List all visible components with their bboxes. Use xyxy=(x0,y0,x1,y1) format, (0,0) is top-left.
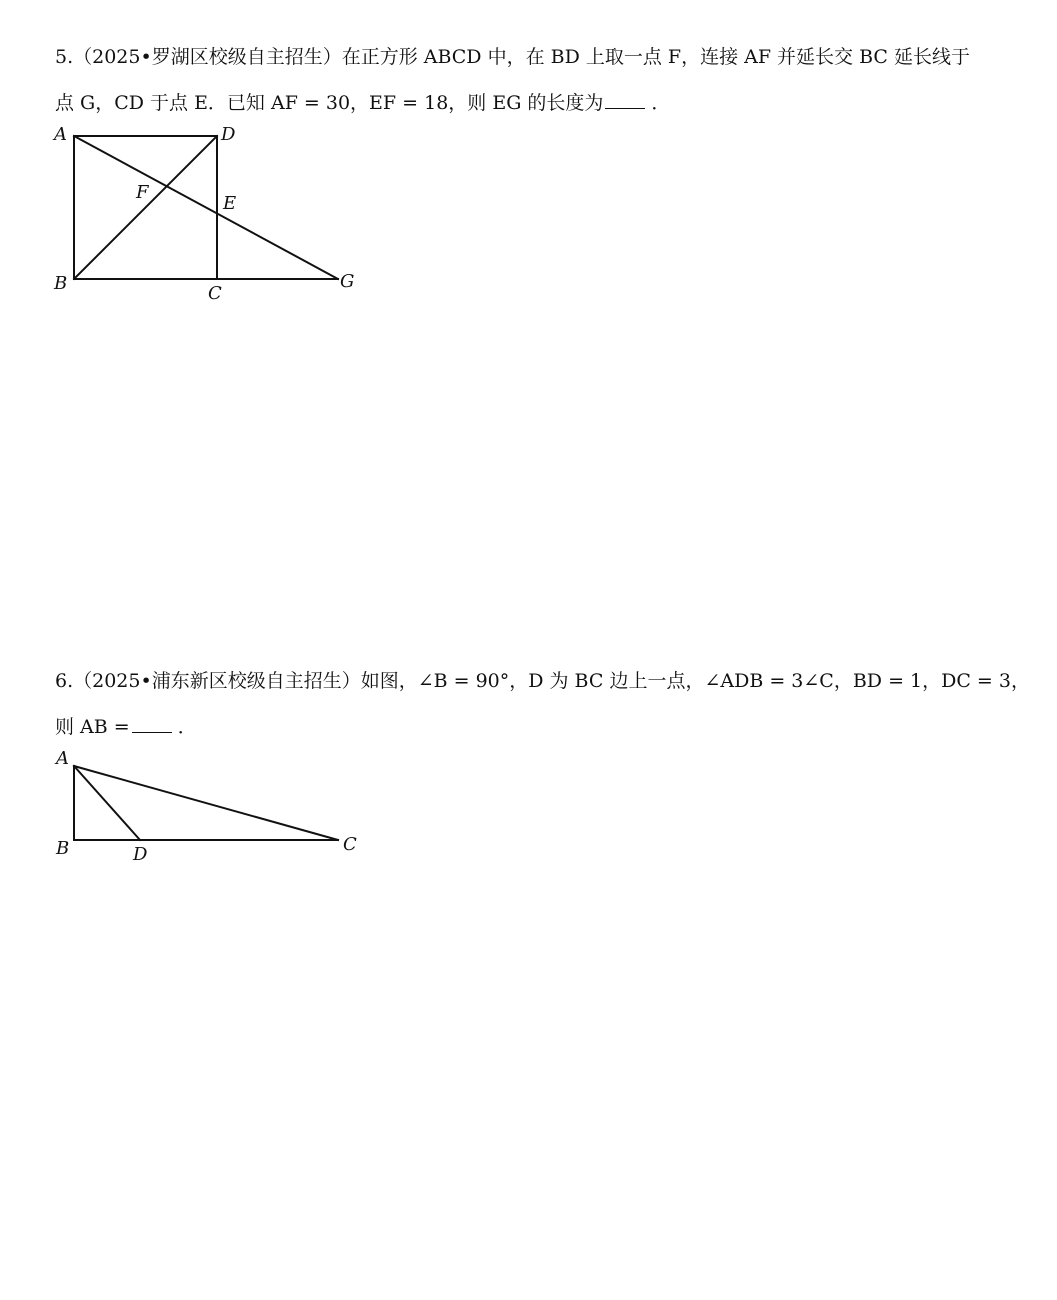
problem-6-line-2 xyxy=(55,715,197,739)
label-c: C xyxy=(343,834,357,855)
segment-ac xyxy=(74,766,338,840)
answer-blank[interactable] xyxy=(132,718,172,733)
problem-5-line-1: 5.（2025•罗湖区校级自主招生）在正方形 ABCD 中，在 BD 上取一点 F，连接 AF 并延长交 BC 延长线于 xyxy=(55,46,970,68)
label-b: B xyxy=(56,838,70,859)
segment-ad xyxy=(74,766,140,840)
problem-6-line-2-text: 则 AB = xyxy=(55,716,130,738)
problem-5-line-2 xyxy=(55,91,670,115)
label-a: A xyxy=(54,124,67,145)
label-a: A xyxy=(56,748,69,769)
label-d: D xyxy=(133,844,148,865)
label-e: E xyxy=(223,193,237,214)
problem-5-line-2-text: 点 G，CD 于点 E．已知 AF = 30，EF = 18，则 EG 的长度为 xyxy=(55,92,604,114)
segment-ag xyxy=(74,136,338,279)
problem-6-line-2-end: ． xyxy=(177,716,197,738)
label-b: B xyxy=(54,273,68,294)
label-c: C xyxy=(208,283,222,304)
label-f: F xyxy=(136,182,149,203)
problem-5-figure xyxy=(0,120,380,310)
answer-blank[interactable] xyxy=(605,94,645,109)
problem-6-figure xyxy=(0,745,380,870)
problem-6-line-1: 6.（2025•浦东新区校级自主招生）如图，∠B = 90°，D 为 BC 边上一点，∠ADB = 3∠C，BD = 1，DC = 3， xyxy=(55,670,1030,692)
label-d: D xyxy=(221,124,236,145)
label-g: G xyxy=(340,271,355,292)
problem-5-line-2-end: ． xyxy=(651,92,671,114)
segment-bd xyxy=(74,136,217,279)
